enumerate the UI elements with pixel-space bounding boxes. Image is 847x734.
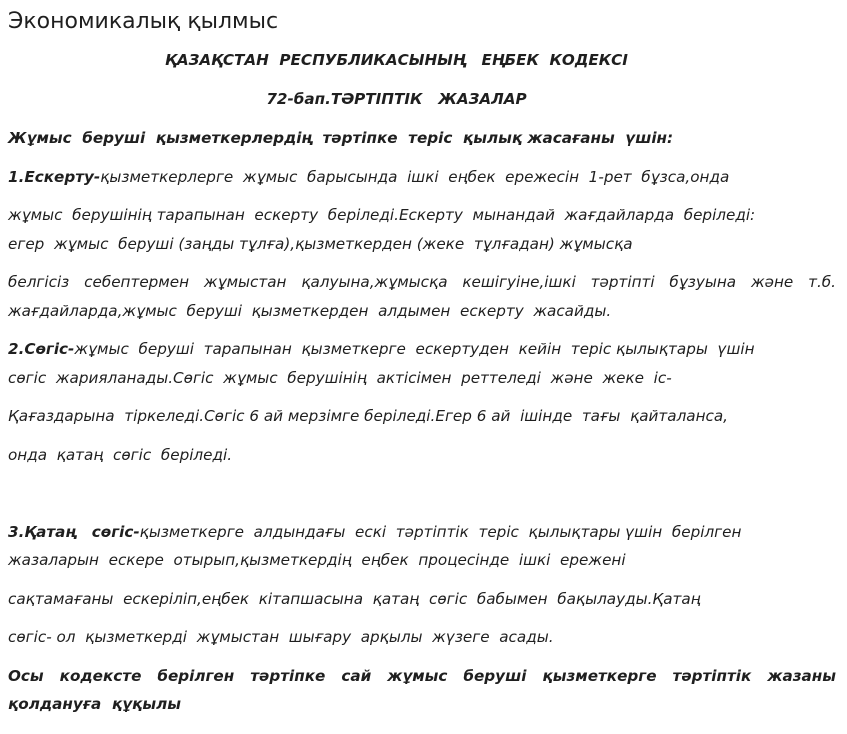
item-3-line-1 (8, 523, 741, 541)
item-1-line-3: егер жұмыс беруші (заңды тұлға),қызметкерден (жеке тұлғадан) жұмысқа (8, 235, 633, 253)
item-2-label: 2.Сөгіс- (8, 340, 75, 358)
item-1-line-5: жағдайларда,жұмыс беруші қызметкерден алдымен ескерту жасайды. (8, 302, 612, 320)
item-2-line-4: онда қатаң сөгіс беріледі. (8, 446, 233, 464)
item-1-line-1 (8, 168, 729, 186)
item-1-label: 1.Ескерту- (8, 168, 101, 186)
item-1-line-2: жұмыс берушінің тарапынан ескерту беріледі.Ескерту мынандай жағдайларда беріледі: (8, 206, 756, 224)
item-1-line-4: белгісіз себептермен жұмыстан қалуына,жұмысқа кешігуіне,ішкі тәртіпті бұзуына және т.б. (8, 273, 836, 291)
article-heading: 72-бап.ТӘРТІПТІК ЖАЗАЛАР (266, 90, 527, 108)
closing-line-1: Осы кодексте берілген тәртіпке сай жұмыс беруші қызметкерге тәртіптік жазаны (8, 667, 836, 685)
closing-line-2: қолдануға құқылы (8, 695, 181, 713)
code-heading: ҚАЗАҚСТАН РЕСПУБЛИКАСЫНЫҢ ЕҢБЕК КОДЕКСІ (165, 51, 628, 69)
item-2-text: жұмыс беруші тарапынан қызметкерге ескертуден кейін теріс қылықтары үшін (74, 340, 755, 358)
page-title: Экономикалық қылмыс (8, 9, 279, 34)
item-2-line-3: Қағаздарына тіркеледі.Сөгіс 6 ай мерзімге беріледі.Егер 6 ай ішінде тағы қайталанса, (8, 407, 729, 425)
item-3-line-3: сақтамағаны ескеріліп,еңбек кітапшасына қатаң сөгіс бабымен бақылауды.Қатаң (8, 590, 701, 608)
item-3-label: 3.Қатаң сөгіс- (8, 523, 140, 541)
item-2-line-2: сөгіс жарияланады.Сөгіс жұмыс берушінің актісімен реттеледі және жеке іс- (8, 369, 672, 387)
item-1-text: қызметкерлерге жұмыс барысында ішкі еңбек ережесін 1-рет бұзса,онда (100, 168, 730, 186)
intro-line: Жұмыс беруші қызметкерлердің тәртіпке теріс қылық жасағаны үшін: (8, 129, 674, 147)
item-3-line-2: жазаларын ескере отырып,қызметкердің еңбек процесінде ішкі ережені (8, 551, 626, 569)
item-3-line-4: сөгіс- ол қызметкерді жұмыстан шығару арқылы жүзеге асады. (8, 628, 554, 646)
item-2-line-1 (8, 340, 755, 358)
item-3-text: қызметкерге алдындағы ескі тәртіптік теріс қылықтары үшін берілген (139, 523, 742, 541)
